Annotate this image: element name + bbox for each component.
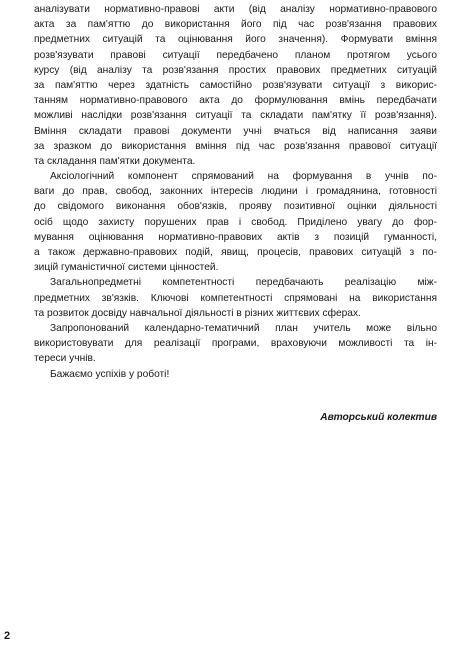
- text-line: курсу (від аналізу та розв'язання простих правових предметних ситуацій: [34, 64, 437, 76]
- text-line: акта за пам'яттю до використання його під час розв'язання правових: [34, 19, 437, 31]
- text-line: використовувати для реалізації програми, враховуючи можливості та ін-: [34, 338, 437, 350]
- text-line: ваги до прав, свобод, законних інтересів людини і громадянина, готовності: [34, 186, 437, 198]
- text-line: мування оцінювання нормативно-правових актів з позицій гуманності,: [34, 231, 437, 243]
- text-line: предметних ситуацій та оцінювання його значення). Формувати вміння: [34, 34, 437, 46]
- text-line: Вміння складати правові документи учні вчаться від написання заяви: [34, 125, 437, 137]
- text-line: за пам'яттю через здатність самостійно розв'язувати ситуації з викорис-: [34, 79, 437, 91]
- text-line: Загальнопредметні компетентності передбачають реалізацію між-: [50, 277, 437, 289]
- text-line: до свідомого виконання обов'язків, прояву позитивної оцінки діяльності: [34, 201, 437, 213]
- author-signature: Авторський колектив: [320, 412, 437, 423]
- paragraph-axiological-component: [34, 169, 437, 275]
- text-line: предметних зв'язків. Ключові компетентності спрямовані на використання: [34, 292, 437, 304]
- paragraph-wishes: [34, 367, 437, 382]
- text-line: та розвиток досвіду навчальної діяльності в різних життєвих сферах.: [34, 307, 361, 319]
- paragraph-calendar-plan: [34, 321, 437, 367]
- text-line: та складання пам'ятки документа.: [34, 155, 196, 167]
- text-line: Бажаємо успіхів у роботі!: [50, 368, 170, 380]
- text-line: аналізувати нормативно-правові акти (від аналізу нормативно-правового: [34, 4, 437, 15]
- text-line: Аксіологічний компонент спрямований на формування в учнів по-: [50, 171, 437, 183]
- paragraph-competence-skills: [34, 2, 437, 169]
- text-line: а також державно-правових подій, явищ, процесів, правових ситуацій з по-: [34, 247, 437, 258]
- text-line: за зразком до використання вміння під час розв'язання правової ситуації: [34, 140, 437, 152]
- text-line: можливі наслідки розв'язання ситуації та складати пам'ятку її розв'язання).: [34, 110, 437, 122]
- text-line: зицій гуманістичної системи цінностей.: [34, 262, 219, 274]
- page-number: 2: [4, 630, 11, 642]
- text-line: осіб щодо захисту порушених прав і свобод. Приділено увагу до фор-: [34, 216, 437, 228]
- text-line: Запропонований календарно-тематичний план учитель може вільно: [50, 322, 437, 334]
- text-line: розв'язувати правові ситуації передбачено планом протягом усього: [34, 49, 437, 61]
- text-line: танням нормативно-правового акта до формулювання вмінь передбачати: [34, 95, 437, 107]
- paragraph-general-competences: [34, 275, 437, 321]
- text-line: тереси учнів.: [34, 353, 96, 365]
- body-text: [34, 2, 437, 382]
